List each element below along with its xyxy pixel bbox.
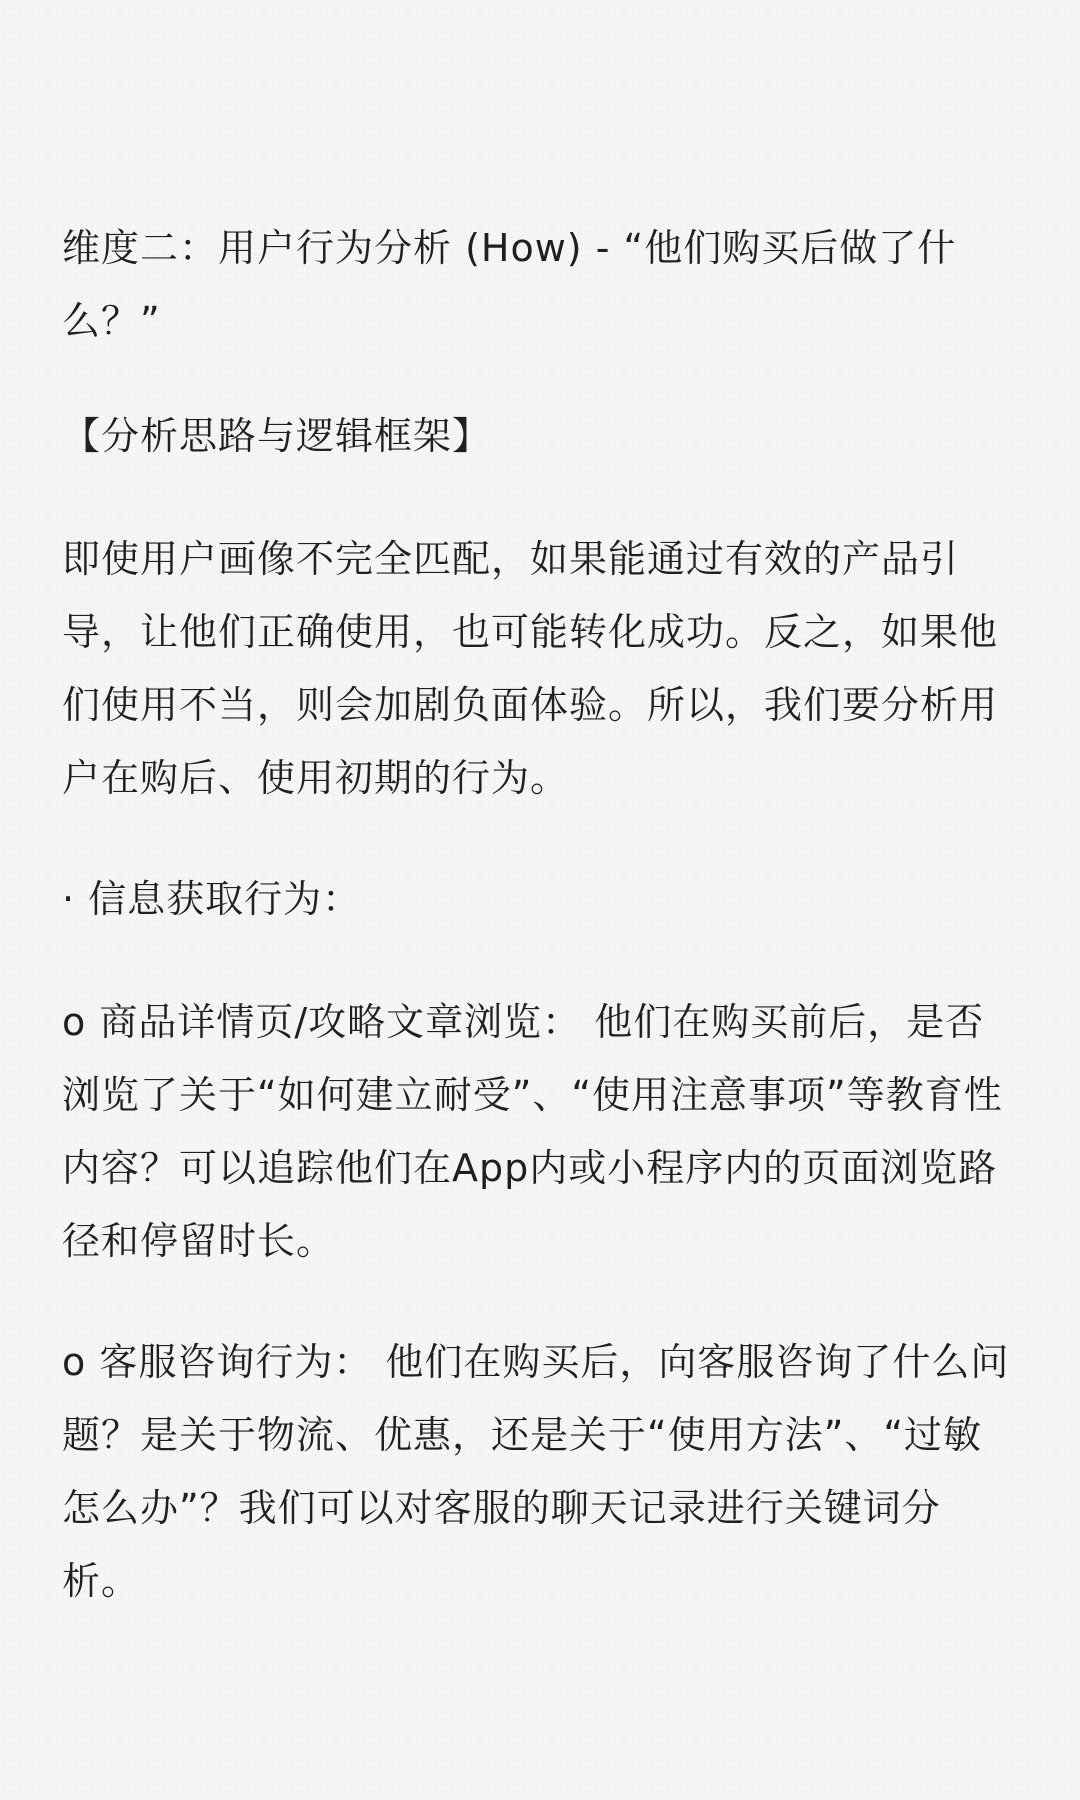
- document-title: 维度二：用户行为分析 (How) - “他们购买后做了什么？”: [62, 226, 957, 343]
- bullet-heading: · 信息获取行为：: [62, 877, 362, 921]
- list-item-page-browsing: o 商品详情页/攻略文章浏览： 他们在购买前后，是否浏览了关于“如何建立耐受”、“使用注意事项”等教育性内容？可以追踪他们在App内或小程序内的页面浏览路径和停留时长。: [62, 1000, 1003, 1263]
- section-heading: 【分析思路与逻辑框架】: [62, 414, 492, 458]
- intro-paragraph: 即使用户画像不完全匹配，如果能通过有效的产品引导，让他们正确使用，也可能转化成功。反之，如果他们使用不当，则会加剧负面体验。所以，我们要分析用户在购后、使用初期的行为。: [62, 537, 999, 800]
- list-item-customer-service: o 客服咨询行为： 他们在购买后，向客服咨询了什么问题？是关于物流、优惠，还是关于“使用方法”、“过敏怎么办”？我们可以对客服的聊天记录进行关键词分析。: [62, 1340, 1010, 1603]
